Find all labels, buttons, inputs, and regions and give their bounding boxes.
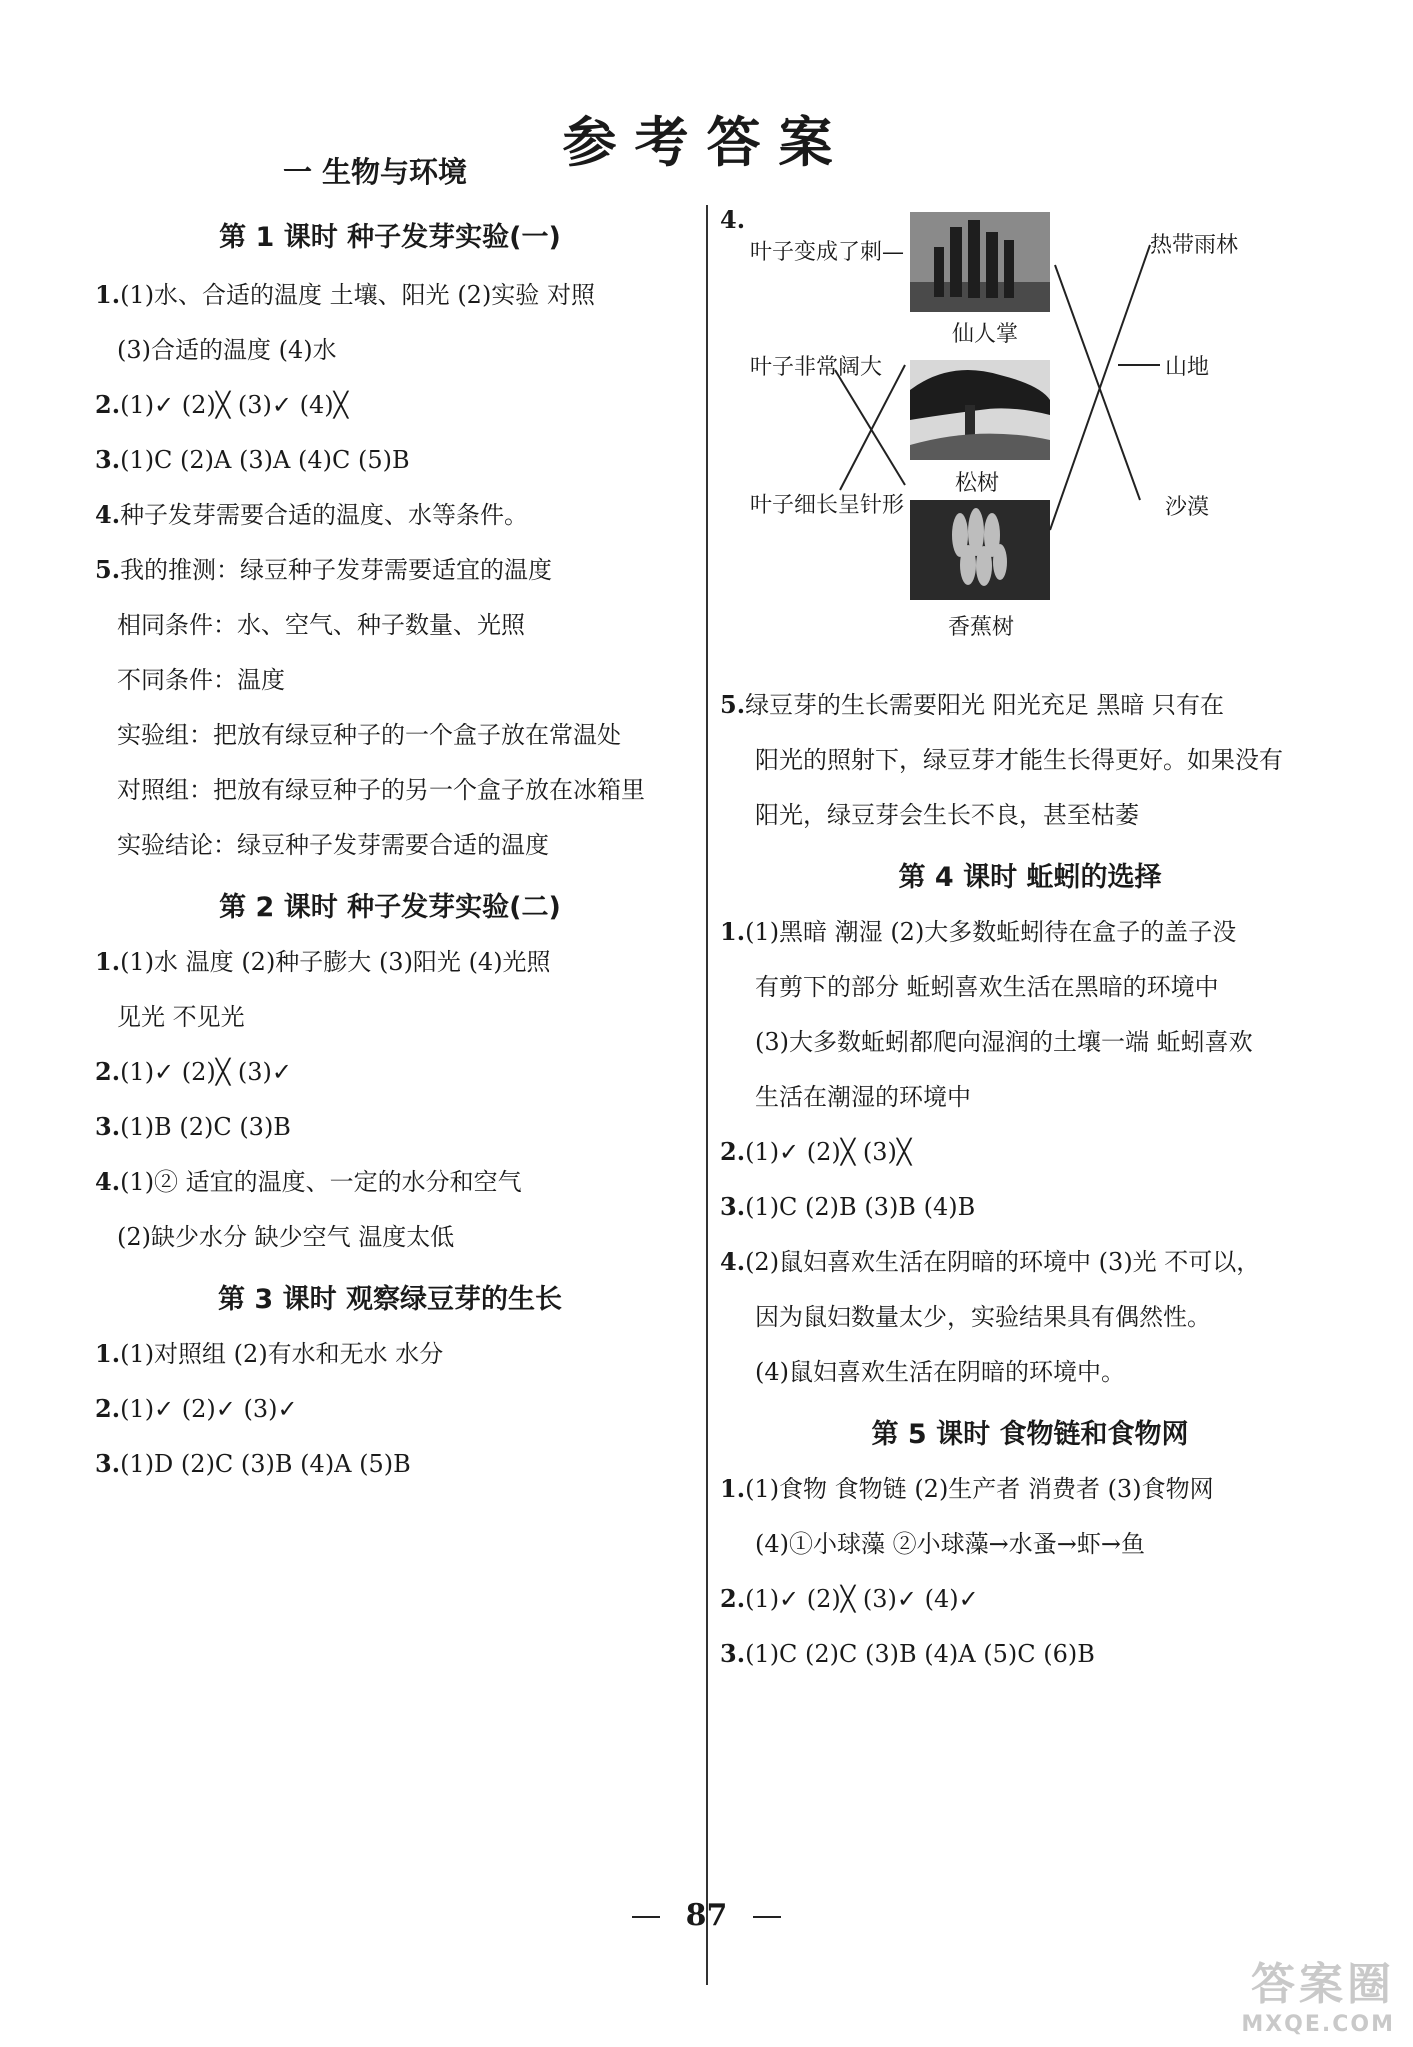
left-label-broad-leaves: 叶子非常阔大 bbox=[750, 355, 883, 380]
watermark-url: MXQE.COM bbox=[1241, 2012, 1395, 2037]
answer-continuation: 阳光的照射下，绿豆芽才能生长得更好。如果没有 bbox=[755, 746, 1283, 774]
section-heading: 第 1 课时 种子发芽实验(一) bbox=[219, 222, 561, 253]
section-heading: 第 4 课时 蚯蚓的选择 bbox=[898, 862, 1162, 893]
answer-continuation: (3)大多数蚯蚓都爬向湿润的土壤一端 蚯蚓喜欢 bbox=[755, 1028, 1253, 1056]
caption-pine: 松树 bbox=[955, 471, 1000, 496]
left-label-thorns: 叶子变成了刺— bbox=[750, 240, 905, 265]
answer-item: 3.(1)B (2)C (3)B bbox=[95, 1112, 291, 1141]
answer-item: 3.(1)C (2)A (3)A (4)C (5)B bbox=[95, 445, 410, 474]
answer-item: 5.我的推测：绿豆种子发芽需要适宜的温度 bbox=[95, 555, 553, 584]
page-title: 参考答案 bbox=[562, 111, 851, 174]
answer-continuation: (4)①小球藻 ②小球藻→水蚤→虾→鱼 bbox=[755, 1530, 1145, 1558]
match-line-broad-banana bbox=[840, 365, 905, 490]
column-divider bbox=[706, 205, 708, 1985]
section-heading: 第 5 课时 食物链和食物网 bbox=[871, 1419, 1189, 1450]
caption-cactus: 仙人掌 bbox=[952, 322, 1019, 347]
answer-item: 1.(1)水 温度 (2)种子膨大 (3)阳光 (4)光照 bbox=[95, 947, 551, 976]
answer-continuation: (4)鼠妇喜欢生活在阴暗的环境中。 bbox=[755, 1358, 1125, 1386]
matching-diagram bbox=[720, 200, 1340, 670]
left-label-needle-leaves: 叶子细长呈针形 bbox=[750, 493, 905, 518]
match-line-cactus-desert bbox=[1055, 265, 1140, 500]
right-answers bbox=[720, 688, 1340, 1692]
right-label-desert: 沙漠 bbox=[1165, 495, 1210, 520]
answer-continuation: 实验组：把放有绿豆种子的一个盒子放在常温处 bbox=[117, 721, 621, 749]
answer-item: 4.(1)② 适宜的温度、一定的水分和空气 bbox=[95, 1167, 522, 1196]
footer-dash-right bbox=[753, 1916, 781, 1918]
answer-item: 4.(2)鼠妇喜欢生活在阴暗的环境中 (3)光 不可以， bbox=[720, 1247, 1261, 1276]
answer-item: 3.(1)C (2)B (3)B (4)B bbox=[720, 1192, 976, 1221]
answer-item: 1.(1)黑暗 潮湿 (2)大多数蚯蚓待在盒子的盖子没 bbox=[720, 917, 1237, 946]
question-number: 4. bbox=[720, 205, 746, 234]
page-footer bbox=[0, 1898, 1413, 1933]
answer-item: 3.(1)C (2)C (3)B (4)A (5)C (6)B bbox=[720, 1639, 1095, 1668]
page-number: 87 bbox=[685, 1898, 728, 1933]
answer-continuation: 因为鼠妇数量太少，实验结果具有偶然性。 bbox=[755, 1303, 1211, 1331]
chapter-heading: 一 生物与环境 bbox=[282, 155, 468, 189]
right-label-rainforest: 热带雨林 bbox=[1150, 233, 1239, 258]
answer-item: 4.种子发芽需要合适的温度、水等条件。 bbox=[95, 500, 529, 529]
answer-item: 2.(1)✓ (2)✓ (3)✓ bbox=[95, 1394, 298, 1423]
answer-item: 1.(1)对照组 (2)有水和无水 水分 bbox=[95, 1339, 444, 1368]
watermark-text: 答案圈 bbox=[1251, 1959, 1395, 2010]
answer-item: 5.绿豆芽的生长需要阳光 阳光充足 黑暗 只有在 bbox=[720, 690, 1224, 719]
answer-item: 2.(1)✓ (2)╳ (3)╳ bbox=[720, 1137, 912, 1166]
answer-item: 2.(1)✓ (2)╳ (3)✓ (4)╳ bbox=[95, 390, 349, 419]
answer-item: 3.(1)D (2)C (3)B (4)A (5)B bbox=[95, 1449, 411, 1478]
answer-continuation: 生活在潮湿的环境中 bbox=[755, 1083, 971, 1111]
section-heading: 第 3 课时 观察绿豆芽的生长 bbox=[218, 1284, 562, 1315]
answer-continuation: 相同条件：水、空气、种子数量、光照 bbox=[117, 611, 525, 639]
section-heading: 第 2 课时 种子发芽实验(二) bbox=[219, 892, 561, 923]
answer-continuation: (2)缺少水分 缺少空气 温度太低 bbox=[117, 1223, 455, 1251]
answer-item: 1.(1)食物 食物链 (2)生产者 消费者 (3)食物网 bbox=[720, 1474, 1214, 1503]
footer-dash-left bbox=[632, 1916, 660, 1918]
caption-banana: 香蕉树 bbox=[948, 615, 1015, 640]
answer-continuation: 对照组：把放有绿豆种子的另一个盒子放在冰箱里 bbox=[117, 776, 645, 804]
answer-item: 2.(1)✓ (2)╳ (3)✓ bbox=[95, 1057, 292, 1086]
answer-continuation: 见光 不见光 bbox=[117, 1003, 245, 1031]
answer-continuation: (3)合适的温度 (4)水 bbox=[117, 336, 337, 364]
answer-continuation: 阳光，绿豆芽会生长不良，甚至枯萎 bbox=[755, 801, 1139, 829]
answer-continuation: 不同条件：温度 bbox=[117, 666, 285, 694]
answer-continuation: 实验结论：绿豆种子发芽需要合适的温度 bbox=[117, 831, 549, 859]
answer-item: 2.(1)✓ (2)╳ (3)✓ (4)✓ bbox=[720, 1584, 979, 1613]
matching-lines bbox=[720, 200, 1340, 670]
left-answers bbox=[95, 218, 685, 1502]
watermark-logo bbox=[1241, 1948, 1395, 2037]
answer-item: 1.(1)水、合适的温度 土壤、阳光 (2)实验 对照 bbox=[95, 280, 595, 309]
right-label-mountain: 山地 bbox=[1165, 355, 1210, 380]
answer-continuation: 有剪下的部分 蚯蚓喜欢生活在黑暗的环境中 bbox=[755, 973, 1219, 1001]
